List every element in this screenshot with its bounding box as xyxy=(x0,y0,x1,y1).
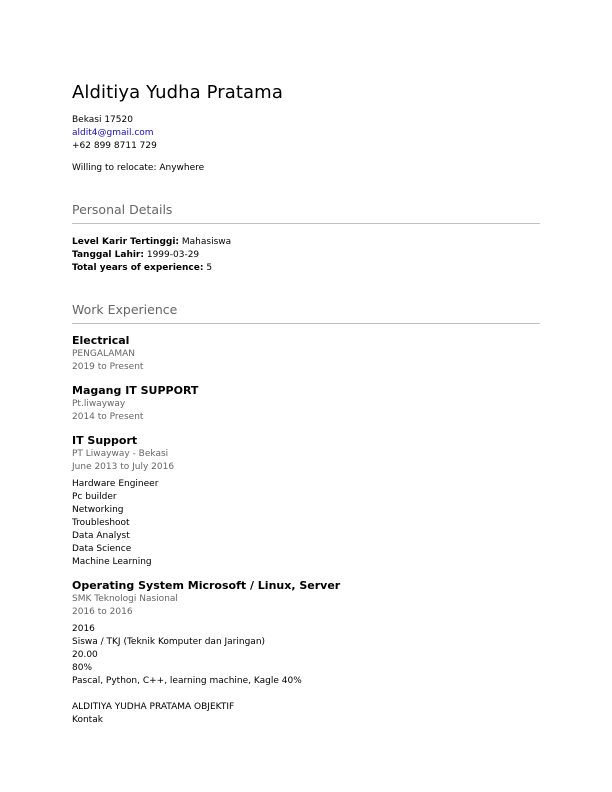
job-description xyxy=(72,623,540,688)
detail-value: Mahasiswa xyxy=(181,237,232,247)
footer xyxy=(72,701,540,727)
job-entry xyxy=(72,433,540,569)
description-line: Pascal, Python, C++, learning machine, Kagle 40% xyxy=(72,676,302,686)
job-title: Magang IT SUPPORT xyxy=(72,384,199,397)
contact-label: Kontak xyxy=(72,715,103,725)
job-title: Electrical xyxy=(72,334,130,347)
job-company: PENGALAMAN xyxy=(72,349,136,359)
job-title: Operating System Microsoft / Linux, Server xyxy=(72,579,341,592)
description-line: Siswa / TKJ (Teknik Komputer dan Jaringan) xyxy=(72,637,266,647)
email-link[interactable]: aldit4@gmail.com xyxy=(72,128,154,138)
description-line: Data Analyst xyxy=(72,531,130,541)
detail-label: Tanggal Lahir: xyxy=(72,250,144,260)
job-entry xyxy=(72,383,540,424)
resume-page xyxy=(72,82,540,727)
detail-label: Level Karir Tertinggi: xyxy=(72,237,180,247)
job-company: PT Liwayway - Bekasi xyxy=(72,449,169,459)
detail-value: 1999-03-29 xyxy=(146,250,200,260)
detail-row xyxy=(72,249,540,262)
work-experience-heading: Work Experience xyxy=(72,302,540,324)
description-line: Networking xyxy=(72,505,124,515)
description-line: Troubleshoot xyxy=(72,518,130,528)
job-dates: 2019 to Present xyxy=(72,362,144,372)
job-dates: June 2013 to July 2016 xyxy=(72,462,175,472)
detail-row xyxy=(72,262,540,275)
location: Bekasi 17520 xyxy=(72,115,133,125)
description-line: 80% xyxy=(72,663,93,673)
job-dates: 2014 to Present xyxy=(72,412,144,422)
objective-heading: ALDITIYA YUDHA PRATAMA OBJEKTIF xyxy=(72,702,235,712)
relocation-note: Willing to relocate: Anywhere xyxy=(72,163,205,173)
job-entry xyxy=(72,333,540,374)
description-line: Pc builder xyxy=(72,492,117,502)
detail-label: Total years of experience: xyxy=(72,263,204,273)
phone: +62 899 8711 729 xyxy=(72,141,157,151)
job-description xyxy=(72,478,540,569)
description-line: Hardware Engineer xyxy=(72,479,159,489)
job-company: Pt.liwayway xyxy=(72,399,126,409)
job-title: IT Support xyxy=(72,434,138,447)
detail-value: 5 xyxy=(206,263,213,273)
job-entry xyxy=(72,578,540,688)
description-line: Machine Learning xyxy=(72,557,152,567)
job-dates: 2016 to 2016 xyxy=(72,607,133,617)
personal-details xyxy=(72,236,540,275)
job-company: SMK Teknologi Nasional xyxy=(72,594,178,604)
description-line: Data Science xyxy=(72,544,132,554)
candidate-name: Alditiya Yudha Pratama xyxy=(72,82,283,103)
detail-row xyxy=(72,236,540,249)
personal-details-heading: Personal Details xyxy=(72,202,540,224)
description-line: 2016 xyxy=(72,624,95,634)
description-line: 20.00 xyxy=(72,650,98,660)
